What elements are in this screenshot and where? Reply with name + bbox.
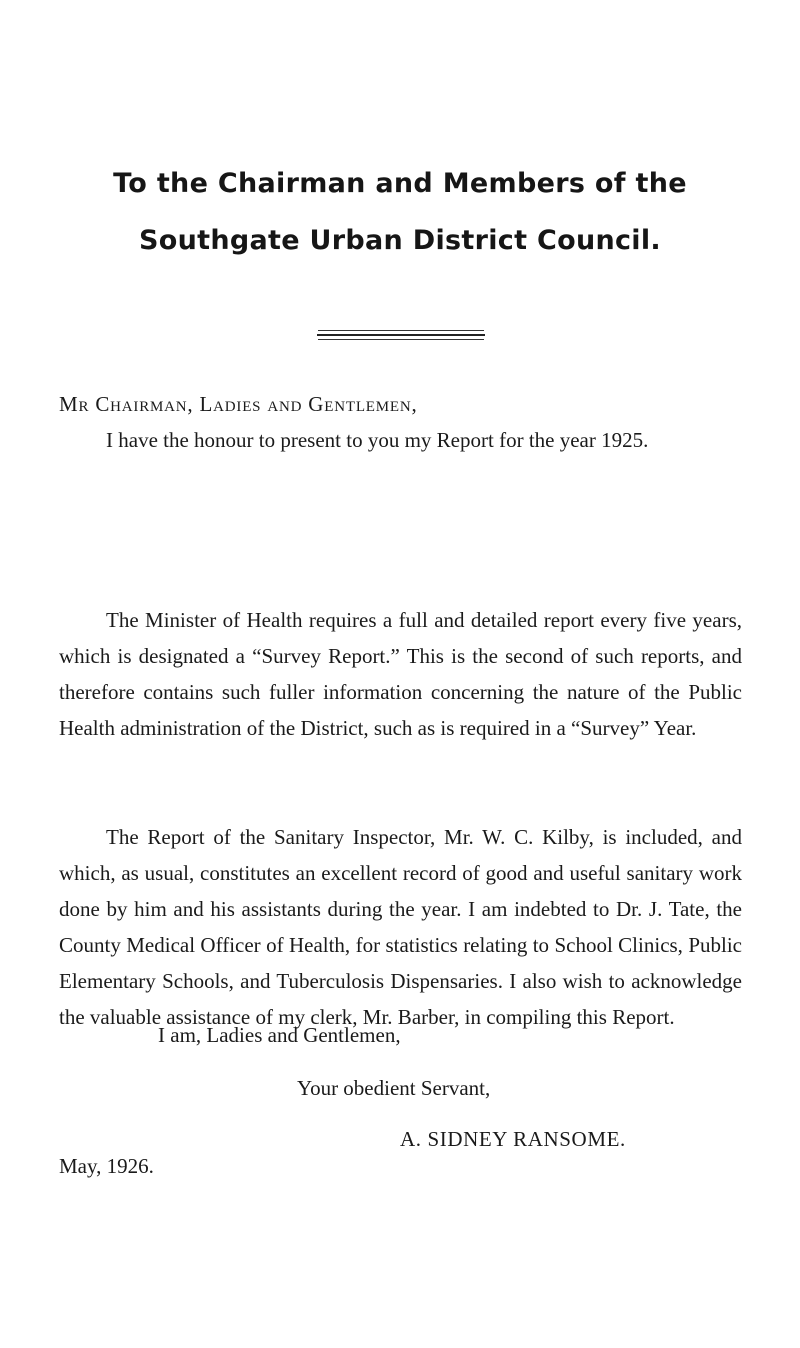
paragraph-survey-report: The Minister of Health requires a full and detailed report every five years, which is designated a “Survey Report.” This is the second of such reports, and therefore contains such fuller information concerning the nature of the Public Health administration of the District, such as is required in a “Survey” Year. [59, 608, 742, 740]
closing-line: I am, Ladies and Gentlemen, [158, 1023, 401, 1047]
closing-servant-line: Your obedient Servant, [297, 1076, 491, 1100]
date-line: May, 1926. [59, 1154, 154, 1178]
paragraph-intro: I have the honour to present to you my Report for the year 1925. [106, 428, 649, 452]
divider-rule-top [318, 330, 484, 331]
salutation: Mr Chairman, Ladies and Gentlemen, [59, 392, 418, 416]
heading-line-2: Southgate Urban District Council. [139, 225, 661, 256]
heading-line-1: To the Chairman and Members of the [113, 168, 687, 199]
divider-rule-bottom [318, 339, 484, 340]
divider-rule-middle [317, 334, 485, 336]
paragraph-sanitary-inspector: The Report of the Sanitary Inspector, Mr. W. C. Kilby, is included, and which, as usual, constitutes an excellent record of good and useful sanitary work done by him and his assistants during the year. I am indebted to Dr. J. Tate, the County Medical Officer of Health, for statistics relating to School Clinics, Public Elementary Schools, and Tuberculosis Dispensaries. I also wish to acknowledge the valuable assistance of my clerk, Mr. Barber, in compiling this Report. [59, 825, 742, 1029]
signature: A. SIDNEY RANSOME. [400, 1127, 626, 1151]
